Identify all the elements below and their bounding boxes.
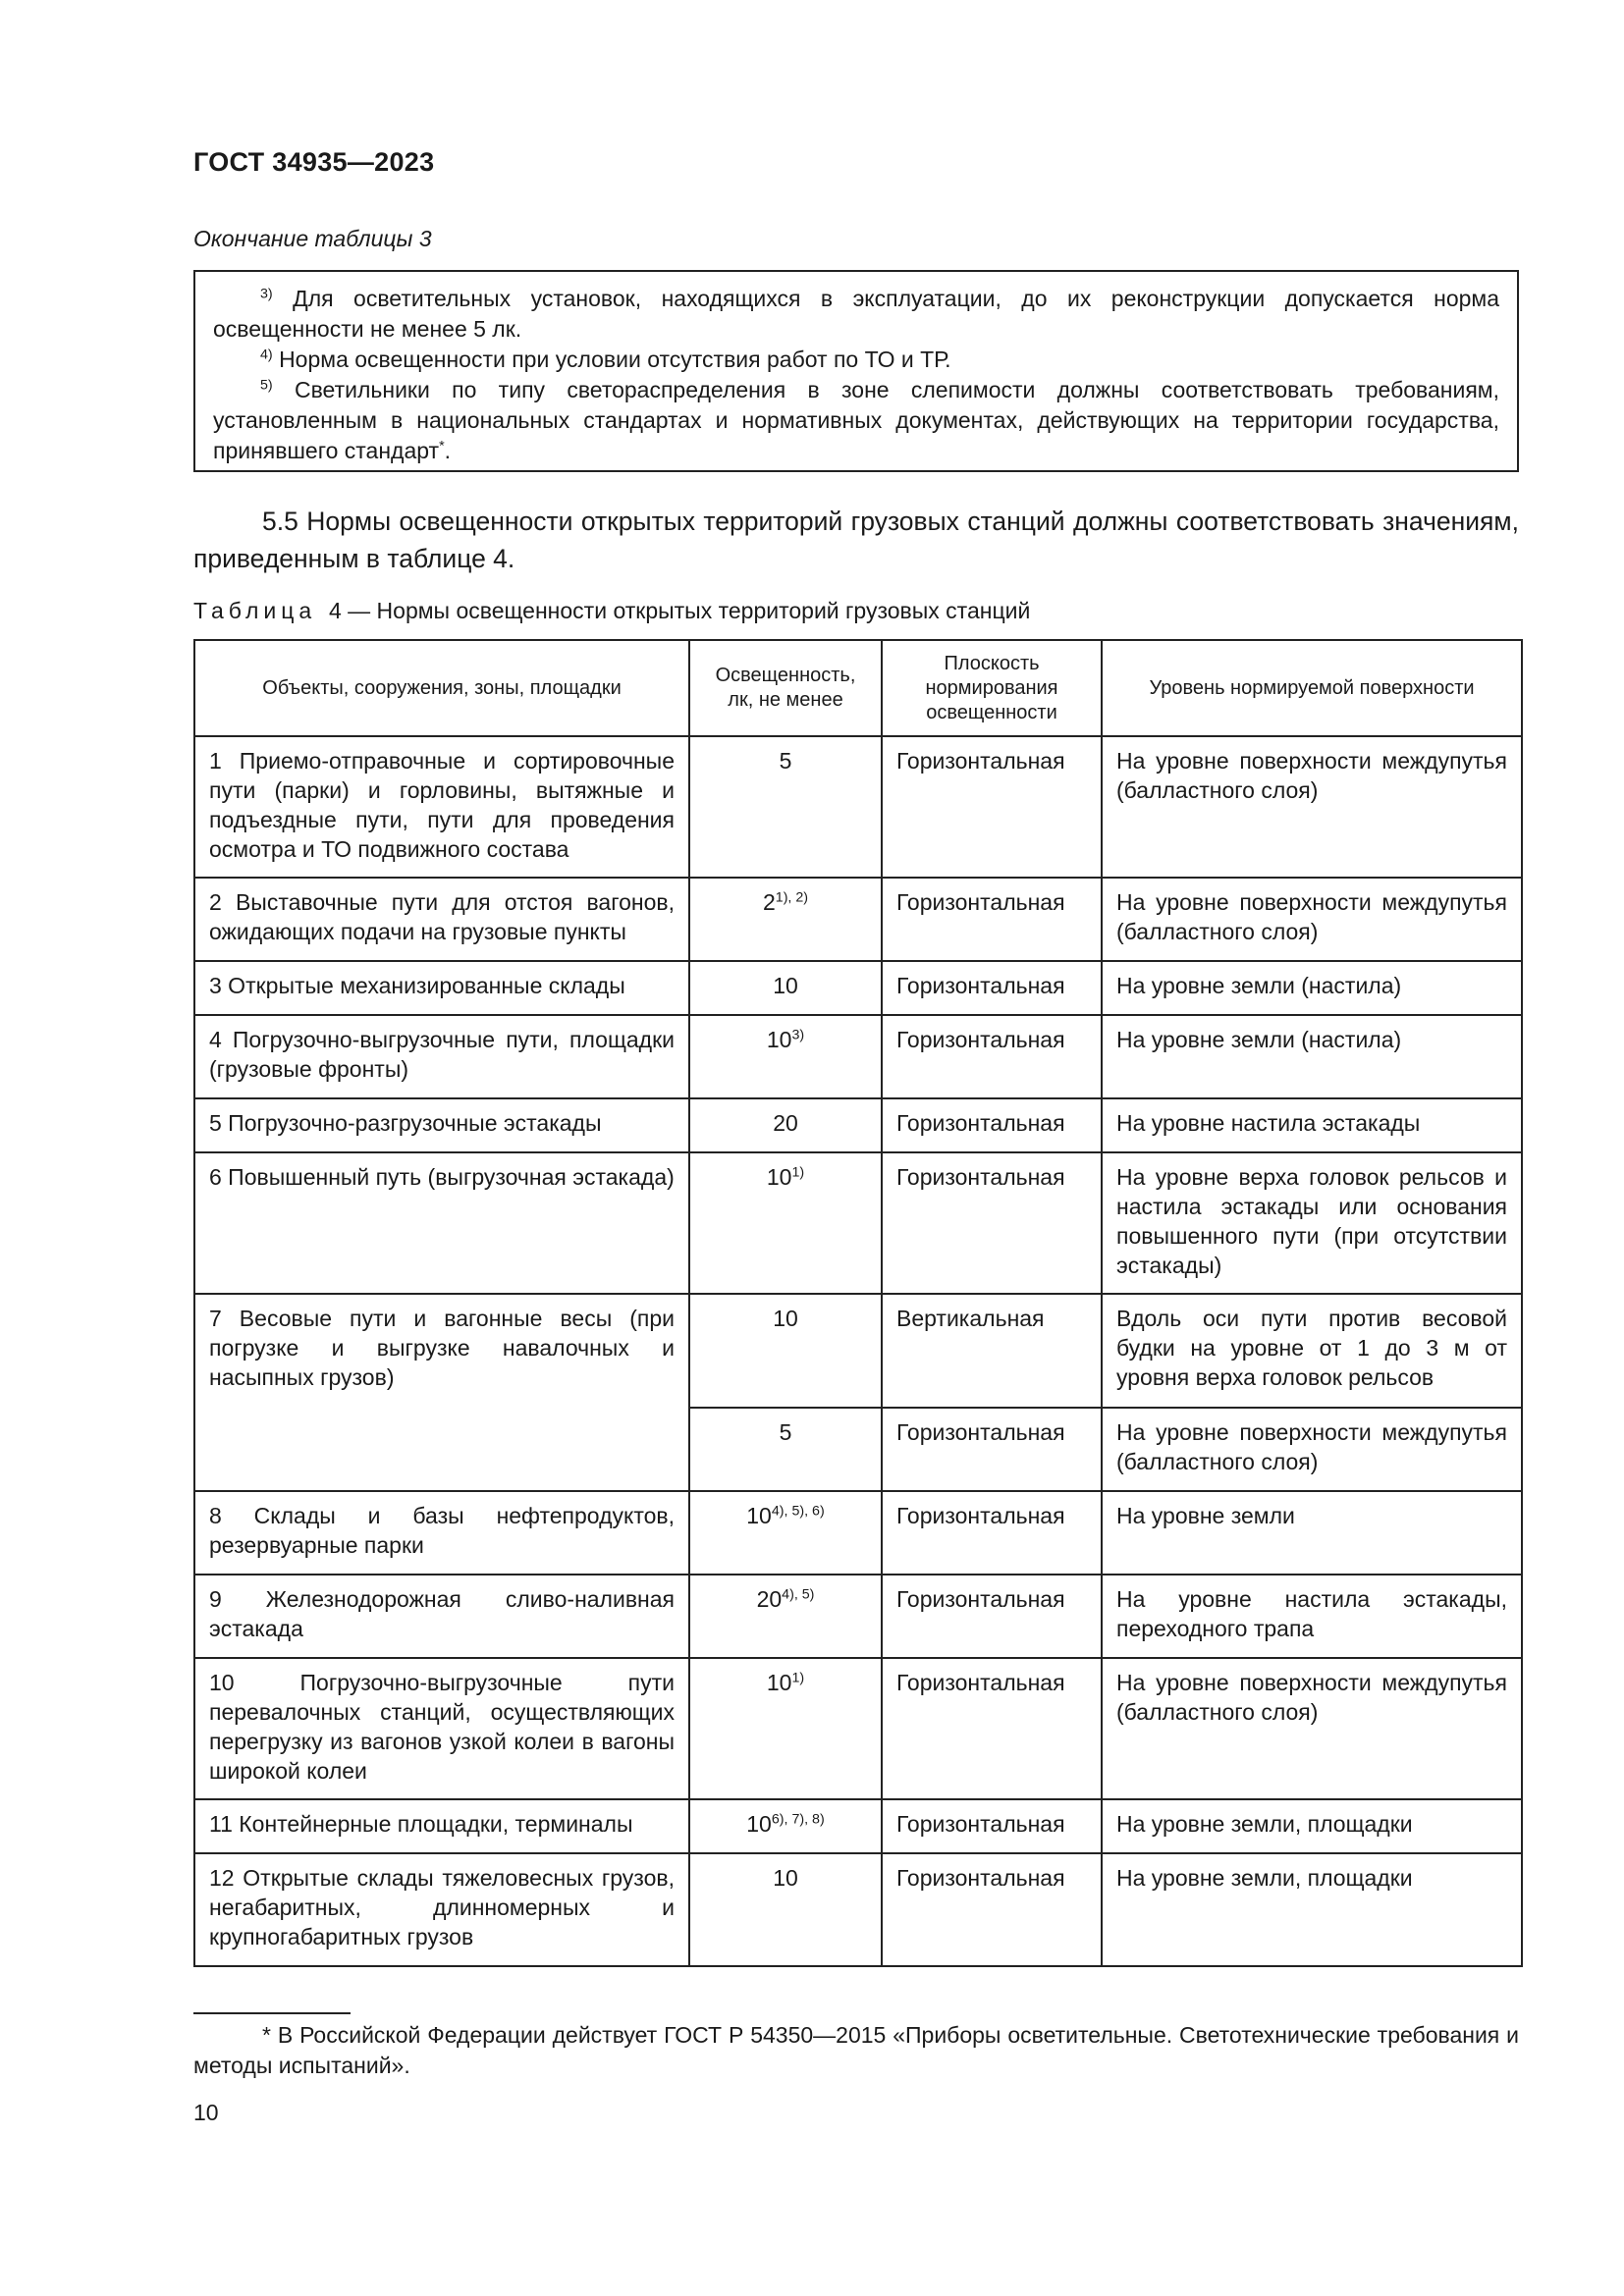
table-row: 7 Весовые пути и вагонные весы (при погрузке и выгрузке навалочных и насыпных грузов) 10 Вертикальная Вдоль оси пути против весовой будки на уровне от 1 до 3 м от уровня верха головок рельсов bbox=[194, 1294, 1522, 1408]
note-5: $^{5)}$ Светильники по типу светораспределения в зоне слепимости должны соответствовать требованиям, установленным в национальных стандартах и нормативных документах, действующих на территории государства, принявшего стандарт*. bbox=[213, 377, 1499, 463]
illuminance-table bbox=[193, 639, 1523, 1967]
header-plane: Плоскость нормирования освещенности bbox=[882, 640, 1102, 736]
table-4-caption: Таблица 4 — Нормы освещенности открытых территорий грузовых станций bbox=[193, 598, 1031, 623]
table-3-notes-box bbox=[193, 270, 1519, 472]
table-row: 5 Горизонтальная На уровне поверхности междупутья (балластного слоя) bbox=[194, 1408, 1522, 1491]
header-objects: Объекты, сооружения, зоны, площадки bbox=[194, 640, 689, 736]
page-number: 10 bbox=[193, 2100, 219, 2125]
footnote-separator bbox=[193, 2012, 351, 2014]
table-continuation-caption: Окончание таблицы 3 bbox=[193, 226, 432, 251]
header-illuminance: Освещенность, лк, не менее bbox=[689, 640, 882, 736]
note-3: $^{3)}$ Для осветительных установок, находящихся в эксплуатации, до их реконструкции допускается норма освещенности не менее 5 лк. bbox=[213, 286, 1500, 342]
table-row: 5 Погрузочно-разгрузочные эстакады 20 Горизонтальная На уровне настила эстакады bbox=[194, 1098, 1522, 1152]
table-row: 1 Приемо-отправочные и сортировочные пути (парки) и горловины, вытяжные и подъездные пути, пути для проведения осмотра и ТО подвижного состава 5 Горизонтальная На уровне поверхности междупутья (балластного слоя) bbox=[194, 736, 1522, 878]
note-4: $^{4)}$ Норма освещенности при условии отсутствия работ по ТО и ТР. bbox=[260, 347, 951, 372]
table-row: 3 Открытые механизированные склады 10 Горизонтальная На уровне земли (настила) bbox=[194, 961, 1522, 1015]
table-row: 2 Выставочные пути для отстоя вагонов, ожидающих подачи на грузовые пункты $2^{1), 2)}$ Горизонтальная На уровне поверхности междупутья (балластного слоя) bbox=[194, 878, 1522, 961]
table-row: 10 Погрузочно-выгрузочные пути перевалочных станций, осуществляющих перегрузку из вагонов узкой колеи в вагоны широкой колеи 10$^{1)}$ Горизонтальная На уровне поверхности междупутья (балластного слоя) bbox=[194, 1658, 1522, 1799]
document-code: ГОСТ 34935—2023 bbox=[193, 147, 435, 177]
footnote: * В Российской Федерации действует ГОСТ Р 54350—2015 «Приборы осветительные. Светотехнические требования и методы испытаний». bbox=[193, 2022, 1520, 2078]
table-row: 6 Повышенный путь (выгрузочная эстакада) 10$^{1)}$ Горизонтальная На уровне верха головок рельсов и настила эстакады или основания повышенного пути (при отсутствии эстакады) bbox=[194, 1152, 1522, 1294]
table-row: 4 Погрузочно-выгрузочные пути, площадки (грузовые фронты) 10$^{3)}$ Горизонтальная На уровне земли (настила) bbox=[194, 1015, 1522, 1098]
table-row: 8 Склады и базы нефтепродуктов, резервуарные парки $10^{4), 5), 6)}$ Горизонтальная На уровне земли bbox=[194, 1491, 1522, 1575]
table-row: 12 Открытые склады тяжеловесных грузов, негабаритных, длинномерных и крупногабаритных грузов 10 Горизонтальная На уровне земли, площадки bbox=[194, 1853, 1522, 1966]
header-level: Уровень нормируемой поверхности bbox=[1102, 640, 1522, 736]
paragraph-5-5: 5.5 Нормы освещенности открытых территорий грузовых станций должны соответствовать значениям, приведенным в таблице 4. bbox=[193, 507, 1519, 573]
table-row: 11 Контейнерные площадки, терминалы $10^{6), 7), 8)}$ Горизонтальная На уровне земли, площадки bbox=[194, 1799, 1522, 1853]
table-header-row bbox=[194, 640, 1522, 736]
table-row: 9 Железнодорожная сливо-наливная эстакада $20^{4), 5)}$ Горизонтальная На уровне настила эстакады, переходного трапа bbox=[194, 1575, 1522, 1658]
